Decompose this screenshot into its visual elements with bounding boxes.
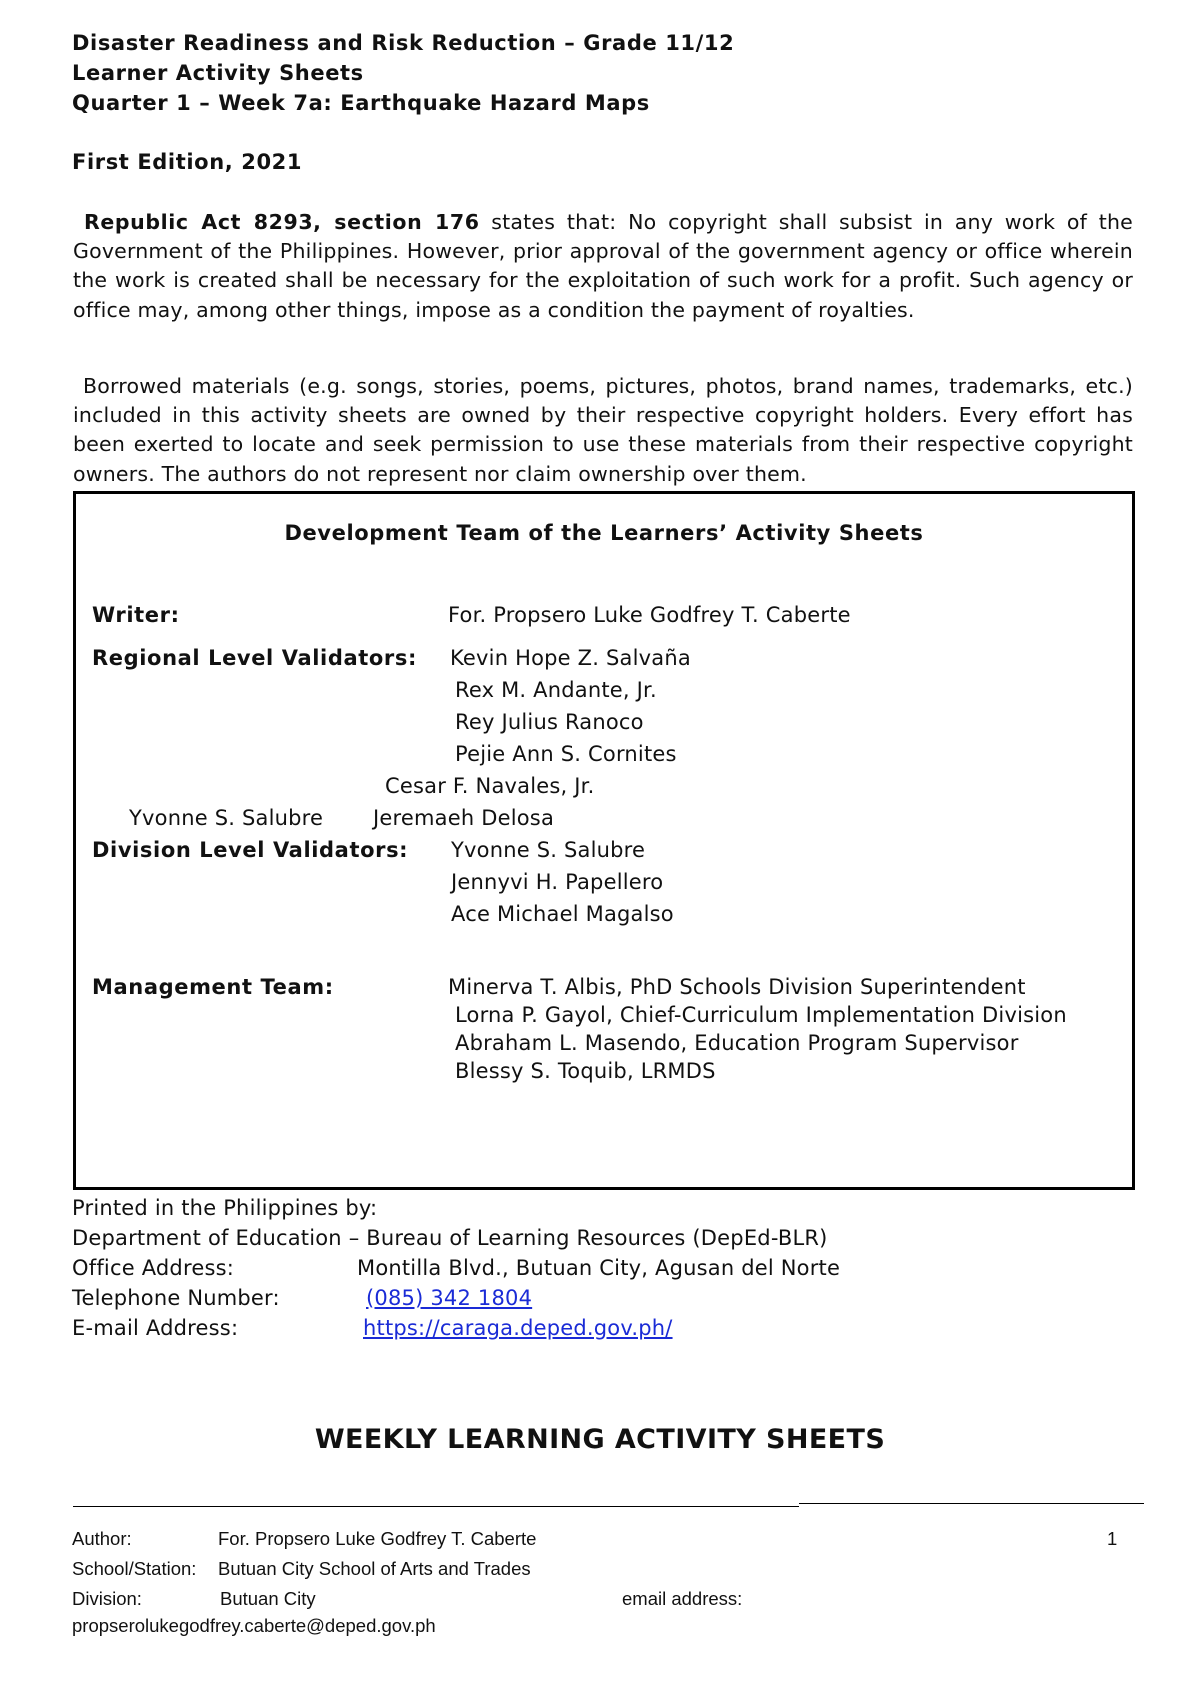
regional-validator: Yvonne S. Salubre [129, 806, 324, 830]
management-member: Minerva T. Albis, PhD Schools Division Superintendent [448, 975, 1026, 999]
regional-validator: Kevin Hope Z. Salvaña [450, 646, 691, 670]
week-title: Quarter 1 – Week 7a: Earthquake Hazard Maps [72, 91, 650, 115]
division-validators-label: Division Level Validators: [92, 838, 409, 862]
division-validator: Ace Michael Magalso [451, 902, 674, 926]
page-number: 1 [1107, 1528, 1118, 1549]
team-title: Development Team of the Learners’ Activity Sheets [284, 521, 924, 545]
weekly-title: WEEKLY LEARNING ACTIVITY SHEETS [314, 1424, 886, 1455]
regional-validator: Cesar F. Navales, Jr. [385, 774, 595, 798]
regional-validators-label: Regional Level Validators: [92, 646, 417, 670]
printed-by: Printed in the Philippines by: [72, 1196, 378, 1220]
footer-division-label: Division: [72, 1588, 142, 1609]
footer-email-label: email address: [622, 1588, 743, 1609]
writer-name: For. Propsero Luke Godfrey T. Caberte [448, 603, 851, 627]
footer-author: For. Propsero Luke Godfrey T. Caberte [218, 1528, 537, 1549]
office-address-label: Office Address: [72, 1256, 234, 1280]
ra-citation: Republic Act 8293, section 176 [84, 210, 480, 234]
publisher: Department of Education – Bureau of Learning Resources (DepEd-BLR) [72, 1226, 828, 1250]
email-label: E-mail Address: [72, 1316, 239, 1340]
office-address: Montilla Blvd., Butuan City, Agusan del Norte [357, 1256, 841, 1280]
division-validator: Jennyvi H. Papellero [451, 870, 664, 894]
management-member: Abraham L. Masendo, Education Program Supervisor [455, 1031, 1019, 1055]
management-member: Blessy S. Toquib, LRMDS [455, 1059, 716, 1083]
footer-divider [73, 1506, 799, 1507]
website-link[interactable]: https://caraga.deped.gov.ph/ [363, 1316, 673, 1340]
footer-email: propserolukegodfrey.caberte@deped.gov.ph [72, 1615, 436, 1636]
ra-text: states that: No copyright shall subsist in any work of the Government of the Philippines. However, prior approval of the government agency or office wherein the work is created shall be necessary for the exploitation of such work for a profit. Such agency or office may, among other things, impose as a condition the payment of royalties. [73, 210, 1133, 322]
edition: First Edition, 2021 [72, 150, 303, 174]
footer-division: Butuan City [220, 1588, 316, 1609]
telephone-label: Telephone Number: [72, 1286, 280, 1310]
development-team-box [73, 491, 1135, 1190]
management-member: Lorna P. Gayol, Chief-Curriculum Implementation Division [455, 1003, 1067, 1027]
regional-validator: Pejie Ann S. Cornites [455, 742, 677, 766]
division-validator: Yvonne S. Salubre [451, 838, 646, 862]
regional-validator: Jeremaeh Delosa [373, 806, 555, 830]
management-team-label: Management Team: [92, 975, 334, 999]
footer-author-label: Author: [72, 1528, 132, 1549]
footer-school-label: School/Station: [72, 1558, 197, 1579]
telephone-link[interactable]: (085) 342 1804 [366, 1286, 533, 1310]
borrowed-materials-paragraph: Borrowed materials (e.g. songs, stories, poems, pictures, photos, brand names, trademarks, etc.) included in this activity sheets are owned by their respective copyright holders. Every effort has been exerted to locate and seek permission to use these materials from their respective copyright owners. The authors do not represent nor claim ownership over them. [73, 374, 1133, 486]
regional-validator: Rex M. Andante, Jr. [455, 678, 657, 702]
writer-label: Writer: [92, 603, 180, 627]
copyright-paragraph [73, 208, 1133, 325]
subject-title: Disaster Readiness and Risk Reduction – Grade 11/12 [72, 31, 735, 55]
footer-divider [799, 1503, 1144, 1504]
sheet-title: Learner Activity Sheets [72, 61, 364, 85]
footer-school: Butuan City School of Arts and Trades [218, 1558, 531, 1579]
regional-validator: Rey Julius Ranoco [455, 710, 644, 734]
